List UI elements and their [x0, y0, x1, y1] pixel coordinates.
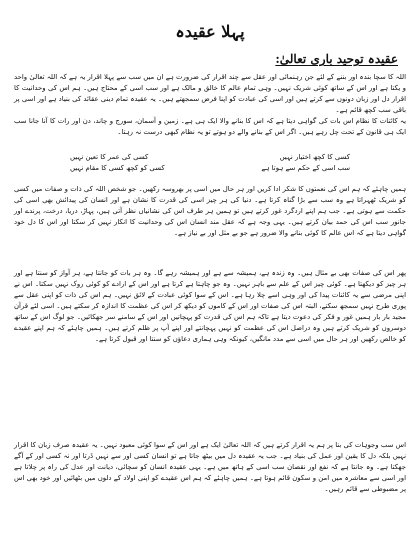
- paragraph-4: پھر اس کی صفات بھی بے مثال ہیں۔ وہ زندہ ہے، ہمیشہ سے ہے اور ہمیشہ رہے گا۔ وہ ہر بات کو جانتا ہے، ہر آواز کو سنتا ہے اور ہر چیز کو دیکھتا ہے۔ کوئی چیز اس کے علم سے باہر نہیں۔ وہ جو چاہتا ہے کرتا ہے اور اس کے ارادے کو کوئی روک نہیں سکتا۔ اس نے اپنی مرضی سے یہ کائنات پیدا کی اور وہی اسے چلا رہا ہے۔ اس کے سوا کوئی عبادت کے لائق نہیں۔ ہم اس کی ذات کو اپنی عقل سے پوری طرح نہیں سمجھ سکتے، البتہ اس کی صفات اور اس کے کاموں کو دیکھ کر اس کی عظمت کا اندازہ کر سکتے ہیں۔ اسی لئے قرآن مجید بار بار ہمیں غور و فکر کی دعوت دیتا ہے تاکہ ہم اس کی قدرت کو پہچانیں اور اس کے سامنے سر جھکائیں۔ جو لوگ اس کے ساتھ دوسروں کو شریک کرتے ہیں وہ دراصل اس کی عظمت کو نہیں پہچانتے اور اپنے آپ پر ظلم کرتے ہیں۔ ہمیں چاہئے کہ ہم اپنے عقیدے کو خالص رکھیں اور ہر حال میں اسی سے مدد مانگیں، کیونکہ وہی ہماری دعاؤں کو سنتا اور قبول کرتا ہے۔: [14, 269, 406, 343]
- couplet-line: [70, 163, 350, 174]
- couplet-left-hemistich: کسی کو کچھ کسی کا مقام نہیں: [70, 164, 165, 172]
- paragraph-1: اللہ کا سچا بندہ اور بننے کے لئے جن رہنمائی اور عقل سے چند اقرار کی ضرورت ہے ان میں سب سے پہلا اقرار یہ ہے کہ اللہ تعالیٰ واحد و یکتا ہے اور اس کے ساتھ کوئی شریک نہیں۔ وہی تمام عالم کا خالق و مالک ہے اور سب اسی کے محتاج ہیں۔ ہم اس کی وحدانیت کا اقرار دل اور زبان دونوں سے کرتے ہیں اور اسی کی عبادت کو اپنا فرض سمجھتے ہیں۔ یہ عقیدہ تمام دینی عقائد کی بنیاد ہے اور اسی پر باقی سب کچھ قائم ہے۔: [14, 73, 406, 114]
- couplet-right-hemistich: کسی کا کچھ اختیار نہیں: [279, 153, 350, 161]
- paragraph-5: اس سب وجوہات کی بنا پر ہم یہ اقرار کرتے ہیں کہ اللہ تعالیٰ ایک ہے اور اس کے سوا کوئی معبود نہیں۔ یہ عقیدہ صرف زبان کا اقرار نہیں بلکہ دل کا یقین اور عمل کی بنیاد ہے۔ جب یہ عقیدہ دل میں بیٹھ جاتا ہے تو انسان کسی اور سے نہیں ڈرتا اور نہ کسی اور کے آگے جھکتا ہے۔ وہ جانتا ہے کہ نفع اور نقصان سب اسی کے ہاتھ میں ہے۔ یہی عقیدہ انسان کو سچائی، دیانت اور عدل کی راہ پر چلاتا ہے اور اسی سے معاشرہ میں امن و سکون قائم ہوتا ہے۔ ہمیں چاہئے کہ ہم اس عقیدے کو اپنی اولاد کے دلوں میں بٹھائیں اور خود بھی اس پر مضبوطی سے قائم رہیں۔: [14, 441, 406, 493]
- section-heading: عقیدہ توحید باری تعالیٰ:: [275, 52, 398, 66]
- paragraph-3: ہمیں چاہئے کہ ہم اس کی نعمتوں کا شکر ادا کریں اور ہر حال میں اسی پر بھروسہ رکھیں۔ جو شخص اللہ کی ذات و صفات میں کسی کو شریک ٹھہراتا ہے وہ سب سے بڑا گناہ کرتا ہے۔ دنیا کی ہر چیز اسی کی قدرت کا نشان ہے اور انسان کی پیدائش بھی اسی کی حکمت سے ہوتی ہے۔ جب ہم اپنے اردگرد غور کرتے ہیں تو ہمیں ہر طرف اس کی نشانیاں نظر آتی ہیں، پہاڑ، دریا، درخت، پرندے اور جانور سب اس کی حمد بیان کرتے ہیں۔ یہی وجہ ہے کہ عقل مند انسان اس کی وحدانیت کا انکار نہیں کر سکتا اور اس کا دل خود گواہی دیتا ہے کہ اس عالم کا کوئی بنانے والا ضرور ہے جو بے مثل اور بے نیاز ہے۔: [14, 185, 406, 237]
- couplet-left-hemistich: کسی کی عمر کا تعین نہیں: [70, 153, 149, 161]
- couplet-line: [70, 152, 350, 163]
- paragraph-2: یہ کائنات کا نظام اس بات کی گواہی دیتا ہے کہ اس کا بنانے والا ایک ہی ہے۔ زمین و آسمان، سورج و چاند، دن اور رات کا آنا جانا سب ایک ہی قانون کے تحت چل رہے ہیں۔ اگر اس کے بنانے والے دو ہوتے تو یہ نظام کبھی درست نہ رہتا۔: [14, 117, 406, 136]
- couplet: [70, 152, 350, 174]
- couplet-right-hemistich: سب اسی کے حکم سے ہوتا ہے: [261, 164, 350, 172]
- page-title: پہلا عقیدہ: [175, 22, 245, 41]
